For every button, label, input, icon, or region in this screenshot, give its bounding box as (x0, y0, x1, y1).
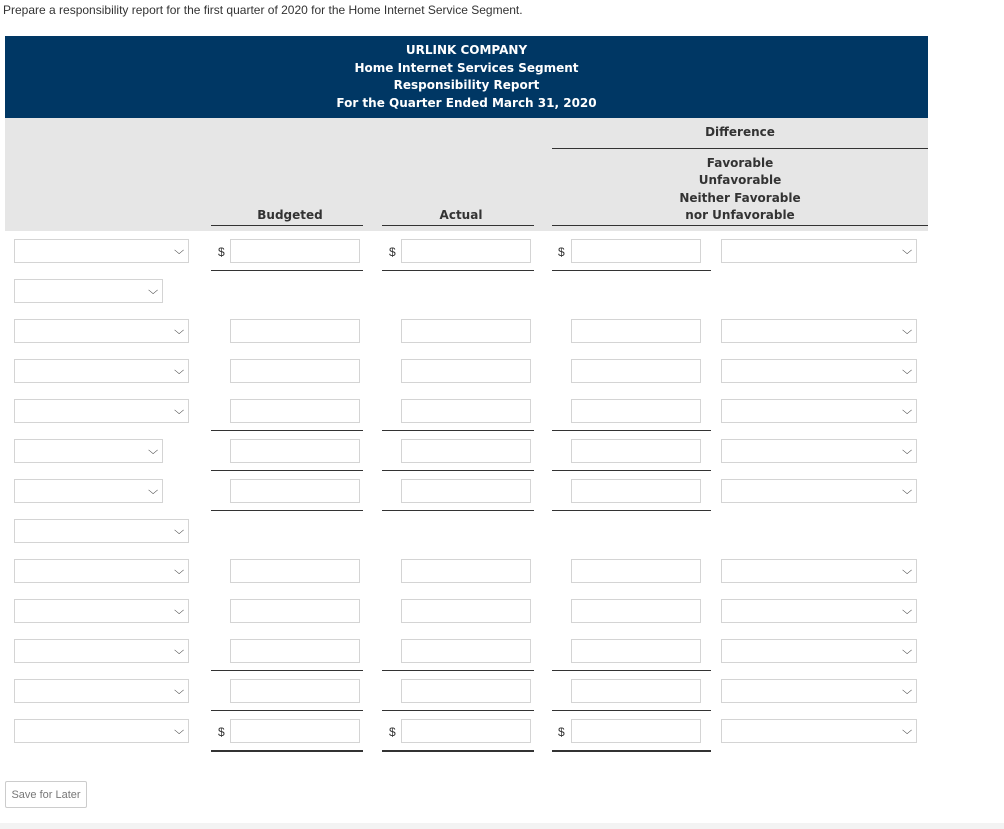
actual-amount-input[interactable] (401, 639, 531, 663)
favorability-select[interactable] (721, 679, 917, 703)
difference-amount-input[interactable] (571, 479, 701, 503)
chevron-down-icon: ⌵ (173, 244, 184, 257)
chevron-down-icon: ⌵ (173, 564, 184, 577)
actual-amount-input[interactable] (401, 599, 531, 623)
difference-amount-input[interactable] (571, 639, 701, 663)
difference-total-underline (552, 710, 711, 711)
actual-total-underline (382, 510, 534, 511)
chevron-down-icon: ⌵ (173, 524, 184, 537)
chevron-down-icon: ⌵ (173, 644, 184, 657)
chevron-down-icon: ⌵ (147, 484, 158, 497)
actual-amount-input[interactable] (401, 319, 531, 343)
actual-amount-input[interactable] (401, 399, 531, 423)
favorability-select[interactable] (721, 559, 917, 583)
difference-amount-input[interactable] (571, 679, 701, 703)
budgeted-heading: Budgeted (257, 208, 323, 222)
account-select[interactable] (14, 519, 189, 543)
actual-amount-input[interactable] (401, 679, 531, 703)
budgeted-amount-input[interactable] (230, 399, 360, 423)
chevron-down-icon: ⌵ (901, 644, 912, 657)
favorability-select[interactable] (721, 319, 917, 343)
budgeted-total-underline (211, 270, 363, 271)
budgeted-total-underline (211, 510, 363, 511)
chevron-down-icon: ⌵ (901, 244, 912, 257)
budgeted-amount-input[interactable] (230, 679, 360, 703)
chevron-down-icon: ⌵ (173, 324, 184, 337)
currency-symbol: $ (558, 725, 565, 739)
report-header (5, 36, 928, 118)
chevron-down-icon: ⌵ (173, 684, 184, 697)
actual-amount-input[interactable] (401, 559, 531, 583)
chevron-down-icon: ⌵ (173, 364, 184, 377)
budgeted-total-underline (211, 670, 363, 671)
actual-total-underline (382, 270, 534, 271)
difference-heading: Difference (705, 125, 775, 139)
chevron-down-icon: ⌵ (173, 404, 184, 417)
difference-amount-input[interactable] (571, 599, 701, 623)
account-select[interactable] (14, 359, 189, 383)
chevron-down-icon: ⌵ (901, 684, 912, 697)
budgeted-total-underline (211, 430, 363, 431)
budgeted-amount-input[interactable] (230, 479, 360, 503)
difference-option-unfavorable: Unfavorable (698, 173, 782, 187)
difference-total-underline (552, 430, 711, 431)
account-select[interactable] (14, 679, 189, 703)
difference-total-underline (552, 470, 711, 471)
report-period: For the Quarter Ended March 31, 2020 (336, 95, 597, 110)
budgeted-total-underline (211, 750, 363, 752)
account-select[interactable] (14, 279, 163, 303)
difference-total-underline (552, 270, 711, 271)
chevron-down-icon: ⌵ (901, 404, 912, 417)
account-select[interactable] (14, 439, 163, 463)
budgeted-amount-input[interactable] (230, 359, 360, 383)
difference-option-nor: nor Unfavorable (685, 208, 795, 222)
difference-amount-input[interactable] (571, 559, 701, 583)
difference-amount-input[interactable] (571, 239, 701, 263)
account-select[interactable] (14, 719, 189, 743)
difference-amount-input[interactable] (571, 319, 701, 343)
chevron-down-icon: ⌵ (147, 444, 158, 457)
favorability-select[interactable] (721, 599, 917, 623)
difference-total-underline (552, 750, 711, 752)
chevron-down-icon: ⌵ (901, 484, 912, 497)
budgeted-total-underline (211, 710, 363, 711)
segment-name: Home Internet Services Segment (354, 60, 579, 75)
account-select[interactable] (14, 639, 189, 663)
actual-total-underline (382, 470, 534, 471)
difference-total-underline (552, 670, 711, 671)
favorability-select[interactable] (721, 239, 917, 263)
actual-underline (382, 225, 534, 226)
difference-option-neither: Neither Favorable (679, 191, 801, 205)
budgeted-underline (211, 225, 363, 226)
chevron-down-icon: ⌵ (147, 284, 158, 297)
account-select[interactable] (14, 399, 189, 423)
actual-total-underline (382, 430, 534, 431)
difference-underline (552, 148, 928, 149)
budgeted-amount-input[interactable] (230, 439, 360, 463)
difference-amount-input[interactable] (571, 439, 701, 463)
difference-total-underline (552, 510, 711, 511)
actual-heading: Actual (439, 208, 483, 222)
budgeted-total-underline (211, 470, 363, 471)
footer-band (0, 823, 1004, 829)
chevron-down-icon: ⌵ (173, 604, 184, 617)
account-select[interactable] (14, 599, 189, 623)
favorability-select[interactable] (721, 439, 917, 463)
currency-symbol: $ (218, 725, 225, 739)
budgeted-amount-input[interactable] (230, 559, 360, 583)
chevron-down-icon: ⌵ (901, 324, 912, 337)
chevron-down-icon: ⌵ (901, 604, 912, 617)
actual-total-underline (382, 750, 534, 752)
favorability-select[interactable] (721, 479, 917, 503)
account-select[interactable] (14, 239, 189, 263)
account-select[interactable] (14, 479, 163, 503)
report-title: Responsibility Report (393, 78, 540, 92)
favorability-select[interactable] (721, 719, 917, 743)
chevron-down-icon: ⌵ (173, 724, 184, 737)
budgeted-amount-input[interactable] (230, 599, 360, 623)
favorability-select[interactable] (721, 359, 917, 383)
budgeted-amount-input[interactable] (230, 319, 360, 343)
currency-symbol: $ (218, 245, 225, 259)
actual-total-underline (382, 710, 534, 711)
instruction-text: Prepare a responsibility report for the first quarter of 2020 for the Home Internet Service Segment. (3, 3, 523, 17)
chevron-down-icon: ⌵ (901, 564, 912, 577)
save-for-later-button[interactable]: Save for Later (5, 781, 87, 808)
actual-amount-input[interactable] (401, 719, 531, 743)
currency-symbol: $ (389, 725, 396, 739)
chevron-down-icon: ⌵ (901, 444, 912, 457)
favorability-select[interactable] (721, 639, 917, 663)
company-name: URLINK COMPANY (405, 43, 528, 57)
budgeted-amount-input[interactable] (230, 239, 360, 263)
difference-options-underline (552, 225, 928, 226)
difference-amount-input[interactable] (571, 719, 701, 743)
currency-symbol: $ (389, 245, 396, 259)
currency-symbol: $ (558, 245, 565, 259)
favorability-select[interactable] (721, 399, 917, 423)
actual-amount-input[interactable] (401, 359, 531, 383)
account-select[interactable] (14, 559, 189, 583)
actual-total-underline (382, 670, 534, 671)
account-select[interactable] (14, 319, 189, 343)
difference-option-favorable: Favorable (706, 156, 774, 170)
difference-amount-input[interactable] (571, 359, 701, 383)
budgeted-amount-input[interactable] (230, 639, 360, 663)
chevron-down-icon: ⌵ (901, 724, 912, 737)
actual-amount-input[interactable] (401, 439, 531, 463)
difference-amount-input[interactable] (571, 399, 701, 423)
chevron-down-icon: ⌵ (901, 364, 912, 377)
budgeted-amount-input[interactable] (230, 719, 360, 743)
actual-amount-input[interactable] (401, 479, 531, 503)
actual-amount-input[interactable] (401, 239, 531, 263)
